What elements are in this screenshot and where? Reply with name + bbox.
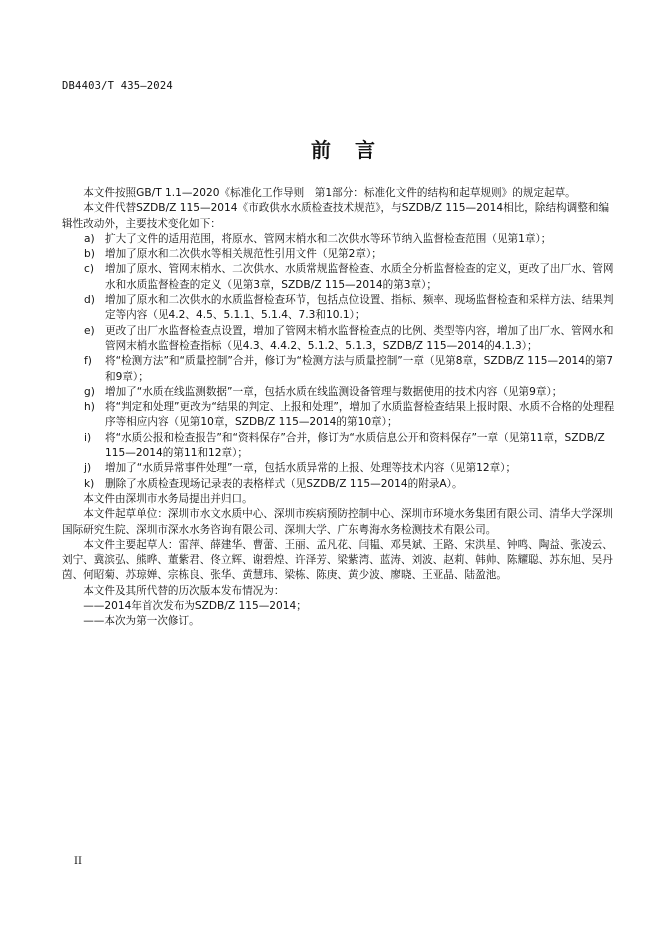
paragraph-drafters: 本文件主要起草人：雷萍、薛建华、曹蕾、王丽、孟凡花、闫韫、邓昊斌、王路、宋洪星、钟鸣、陶益、张凌云、刘宁、冀滨弘、熊晔、董紫君、佟立辉、谢碧煌、许泽芳、梁紫湾、蓝涛、刘波、赵莉、韩帅、陈耀聪、苏东旭、吴丹茵、何昭菊、苏琼婵、宗栋良、张华、黄慧玮、梁栋、陈庚、黄少波、廖晓、王亚晶、陆盈池。: [62, 538, 613, 582]
list-item: [62, 477, 618, 492]
list-item: [62, 385, 618, 400]
list-item-label: j): [84, 462, 92, 475]
list-item-text: 增加了“水质异常事件处理”一章，包括水质异常的上报、处理等技术内容（见第12章）；: [105, 462, 517, 475]
list-item-text: 将“检测方法”和“质量控制”合并，修订为“检测方法与质量控制”一章（见第8章，SZDB/Z 115—2014的第7和9章）；: [105, 355, 613, 383]
list-item-label: e): [84, 324, 95, 337]
list-item: [62, 262, 618, 293]
list-item: [62, 232, 618, 247]
history-item: ——本次为第一次修订。: [83, 615, 200, 628]
list-item-text: 增加了原水、管网末梢水、二次供水、水质常规监督检查、水质全分析监督检查的定义，更改了出厂水、管网水和水质监督检查的定义（见第3章，SZDB/Z 115—2014的第3章）；: [105, 263, 614, 291]
page-number: II: [74, 856, 82, 867]
change-list: [62, 232, 618, 492]
list-item-text: 扩大了文件的适用范围，将原水、管网末梢水和二次供水等环节纳入监督检查范围（见第1章）；: [105, 232, 552, 245]
list-item-label: d): [84, 294, 95, 307]
list-item-label: h): [84, 401, 95, 414]
list-item-label: g): [84, 385, 95, 398]
paragraph-replacement: 本文件代替SZDB/Z 115—2014《市政供水水质检查技术规范》，与SZDB/Z 115—2014相比，除结构调整和编辑性改动外，主要技术变化如下：: [62, 202, 610, 230]
list-item: [62, 431, 618, 462]
list-item-label: f): [84, 355, 92, 368]
list-item-text: 删除了水质检查现场记录表的表格样式（见SZDB/Z 115—2014的附录A）。: [105, 477, 463, 490]
list-item: [62, 247, 618, 262]
document-body: [62, 186, 618, 630]
list-item-text: 增加了“水质在线监测数据”一章，包括水质在线监测设备管理与数据使用的技术内容（见第9章）；: [105, 385, 563, 398]
list-item-text: 更改了出厂水监督检查点设置，增加了管网末梢水监督检查点的比例、类型等内容，增加了出厂水、管网水和管网末梢水监督检查指标（见4.3、4.4.2、5.1.2、5.1.3，SZDB/Z 115—2014的4.1.3）；: [105, 324, 614, 352]
list-item-text: 增加了原水和二次供水的水质监督检查环节，包括点位设置、指标、频率、现场监督检查和采样方法、结果判定等内容（见4.2、4.5、5.1.1、5.1.4、7.3和10.1）；: [105, 294, 614, 322]
list-item: [62, 324, 618, 355]
list-item: [62, 400, 618, 431]
list-item: [62, 461, 618, 476]
paragraph-proposer: 本文件由深圳市水务局提出并归口。: [83, 492, 253, 505]
history-item: ——2014年首次发布为SZDB/Z 115—2014；: [83, 600, 307, 613]
list-item: [62, 354, 618, 385]
list-item-label: a): [84, 232, 95, 245]
list-item-label: i): [84, 431, 92, 444]
list-item-text: 将“水质公报和检查报告”和“资料保存”合并，修订为“水质信息公开和资料保存”一章（见第11章，SZDB/Z 115—2014的第11和12章）；: [105, 431, 605, 460]
list-item-label: b): [84, 248, 95, 261]
paragraph-history-intro: 本文件及其所代替的历次版本发布情况为：: [83, 584, 285, 597]
list-item: [62, 293, 618, 324]
list-item-label: c): [84, 263, 94, 276]
list-item-label: k): [84, 477, 95, 490]
list-item-text: 将“判定和处理”更改为“结果的判定、上报和处理”，增加了水质监督检查结果上报时限、水质不合格的处理程序等相应内容（见第10章，SZDB/Z 115—2014的第10章）；: [105, 401, 615, 429]
paragraph-drafting-rules: 本文件按照GB/T 1.1—2020《标准化工作导则 第1部分：标准化文件的结构和起草规则》的规定起草。: [83, 187, 576, 199]
list-item-text: 增加了原水和二次供水等相关规范性引用文件（见第2章）；: [105, 248, 382, 261]
paragraph-drafting-units: 本文件起草单位：深圳市水文水质中心、深圳市疾病预防控制中心、深圳市环境水务集团有限公司、清华大学深圳国际研究生院、深圳市深水水务咨询有限公司、深圳大学、广东粤海水务检测技术有限公司。: [62, 508, 613, 536]
page-title: 前言: [311, 138, 399, 162]
document-code: DB4403/T 435—2024: [62, 80, 173, 92]
